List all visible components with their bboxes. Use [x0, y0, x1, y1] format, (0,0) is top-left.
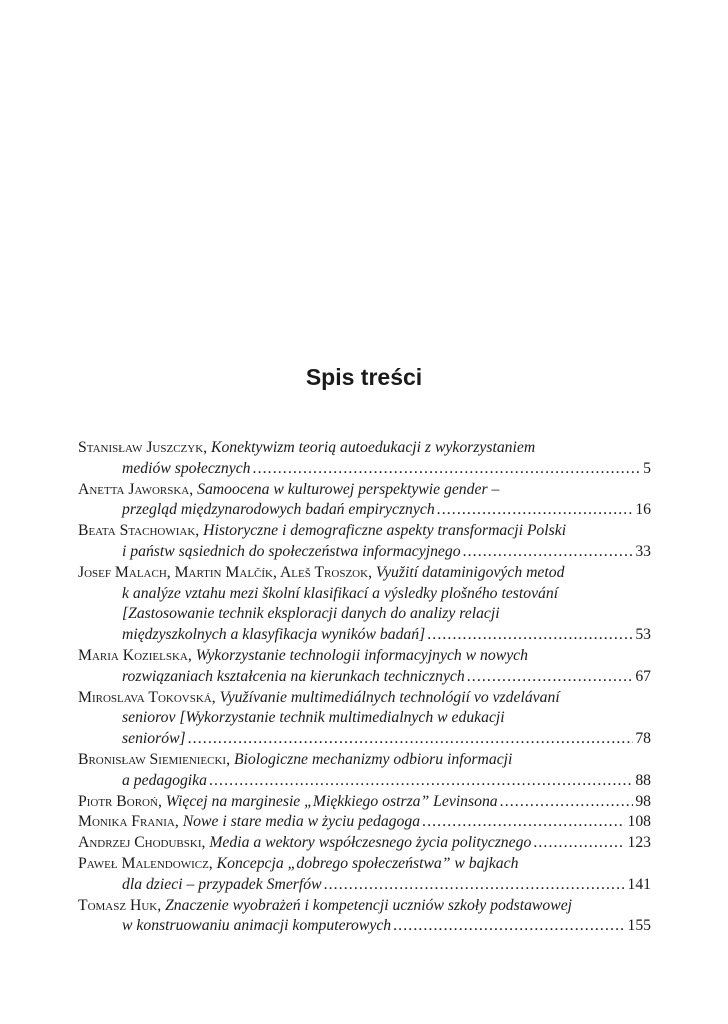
toc-entry[interactable] [78, 688, 651, 750]
toc-line: Piotr Boroń , Więcej na marginesie „Miękkiego ostrza” Levinsona . . . 98 [78, 792, 651, 813]
toc-title: Využívanie multimediálnych technológií vo vzdelávaní [219, 688, 560, 706]
toc-title: Historyczne i demograficzne aspekty transformacji Polski [203, 522, 567, 540]
toc-title: Využití dataminigových metod [375, 563, 565, 581]
toc-title: Wykorzystanie technologii informacyjnych w nowych [195, 646, 528, 664]
toc-page-number: 141 [627, 875, 651, 893]
toc-title: Biologiczne mechanizmy odbioru informacji [233, 750, 513, 768]
toc-author: Paweł Malendowicz [78, 854, 209, 872]
toc-title: Konektywizm teorią autoedukacji z wykorzystaniem [211, 439, 536, 456]
toc-title: seniorov [Wykorzystanie technik multimedialnych w edukacji [122, 709, 505, 727]
toc-line: Miroslava Tokovská , Využívanie multimediálnych technológií vo vzdelávaní [78, 688, 651, 709]
toc-line [78, 459, 651, 480]
dot-leader [533, 833, 625, 854]
toc-title: Koncepcja „dobrego społeczeństwa” w bajkach [216, 854, 519, 872]
toc-title: i państw sąsiednich do społeczeństwa informacyjnego [122, 542, 461, 560]
toc-title: Media a wektory współczesnego życia politycznego [209, 834, 532, 852]
toc-line [78, 875, 651, 896]
toc-line [78, 667, 651, 688]
toc-line [78, 625, 651, 646]
toc-author: Tomasz Huk [78, 896, 158, 914]
page-title: Spis treści [305, 364, 423, 390]
toc-line: Anetta Jaworska , Samoocena w kulturowej perspektywie gender – [78, 480, 651, 501]
dot-leader [437, 500, 634, 521]
dot-leader [463, 542, 634, 563]
toc-entry[interactable] [78, 812, 651, 833]
toc-title: a pedagogika [122, 771, 207, 789]
toc-entry[interactable] [78, 646, 651, 688]
toc-entry[interactable] [78, 896, 651, 938]
toc-line [78, 542, 651, 563]
toc-line: Monika Frania , Nowe i stare media w życiu pedagoga . . . 108 [78, 812, 651, 833]
dot-leader [324, 875, 626, 896]
toc-entry[interactable] [78, 750, 651, 792]
toc-line [78, 729, 651, 750]
toc-page-number: 33 [635, 542, 651, 560]
toc-page-number: 155 [627, 917, 651, 935]
toc-line [78, 584, 651, 605]
table-of-contents [78, 438, 651, 937]
toc-page-number: 16 [635, 501, 651, 519]
toc-line [78, 500, 651, 521]
toc-entry[interactable] [78, 438, 651, 480]
toc-title: k analýze vztahu mezi školní klasifikací a výsledky plošného testování [122, 584, 559, 602]
toc-author: Josef Malach, Martin Malčík, Aleš Troszok [78, 563, 369, 581]
dot-leader [188, 729, 634, 750]
toc-author: Andrzej Chodubski [78, 834, 202, 852]
dot-leader [500, 792, 634, 813]
toc-title: mediów społecznych [122, 459, 251, 477]
toc-line [78, 771, 651, 792]
toc-page-number: 108 [627, 813, 651, 831]
dot-leader [393, 916, 625, 937]
toc-author: Stanisław Juszczyk [78, 439, 204, 456]
toc-line: Bronisław Siemieniecki , Biologiczne mechanizmy odbioru informacji [78, 750, 651, 771]
toc-title: dla dzieci – przypadek Smerfów [122, 875, 322, 893]
toc-author: Anetta Jaworska [78, 480, 190, 498]
dot-leader [422, 812, 625, 833]
dot-leader [467, 667, 634, 688]
toc-title: [Zastosowanie technik eksploracji danych do analizy relacji [122, 605, 500, 623]
toc-line: Stanisław Juszczyk , Konektywizm teorią autoedukacji z wykorzystaniem [78, 438, 651, 459]
toc-line [78, 708, 651, 729]
toc-line: Andrzej Chodubski , Media a wektory współczesnego życia politycznego . . . 123 [78, 833, 651, 854]
toc-entry[interactable] [78, 563, 651, 646]
toc-page-number: 98 [635, 792, 651, 810]
toc-entry[interactable] [78, 792, 651, 813]
toc-page-number: 78 [635, 730, 651, 748]
toc-author: Maria Kozielska [78, 646, 188, 664]
toc-line: Tomasz Huk , Znaczenie wyobrażeń i kompetencji uczniów szkoły podstawowej [78, 896, 651, 917]
toc-entry[interactable] [78, 833, 651, 854]
toc-line [78, 916, 651, 937]
toc-line: Paweł Malendowicz , Koncepcja „dobrego społeczeństwa” w bajkach [78, 854, 651, 875]
toc-title: Znaczenie wyobrażeń i kompetencji uczniów szkoły podstawowej [165, 896, 573, 914]
toc-author: Miroslava Tokovská [78, 688, 212, 706]
toc-line: Josef Malach, Martin Malčík, Aleš Troszok , Využití dataminigových metod [78, 563, 651, 584]
toc-entry[interactable] [78, 521, 651, 563]
toc-line [78, 604, 651, 625]
toc-author: Piotr Boroń [78, 792, 158, 810]
toc-title: rozwiązaniach kształcenia na kierunkach technicznych [122, 667, 465, 685]
dot-leader [209, 771, 633, 792]
toc-page-number: 88 [635, 771, 651, 789]
toc-line: Beata Stachowiak , Historyczne i demograficzne aspekty transformacji Polski [78, 521, 651, 542]
toc-title: międzyszkolnych a klasyfikacja wyników badań] [122, 626, 426, 644]
toc-author: Monika Frania [78, 813, 175, 831]
toc-author: Bronisław Siemieniecki [78, 750, 227, 768]
toc-title: seniorów] [122, 730, 186, 748]
toc-title: Nowe i stare media w życiu pedagoga [182, 813, 421, 831]
toc-author: Beata Stachowiak [78, 522, 196, 540]
toc-title: Więcej na marginesie „Miękkiego ostrza” Levinsona [165, 792, 498, 810]
dot-leader [427, 625, 633, 646]
toc-entry[interactable] [78, 854, 651, 896]
toc-title: przegląd międzynarodowych badań empirycznych [122, 501, 435, 519]
toc-page-number: 67 [635, 667, 651, 685]
toc-title: w konstruowaniu animacji komputerowych [122, 917, 392, 935]
toc-page-number: 5 [643, 459, 651, 477]
toc-page-number: 123 [627, 834, 651, 852]
toc-line: Maria Kozielska , Wykorzystanie technologii informacyjnych w nowych [78, 646, 651, 667]
toc-entry[interactable] [78, 480, 651, 522]
toc-title: Samoocena w kulturowej perspektywie gender – [197, 480, 500, 498]
toc-page-number: 53 [635, 626, 651, 644]
dot-leader [253, 459, 642, 480]
